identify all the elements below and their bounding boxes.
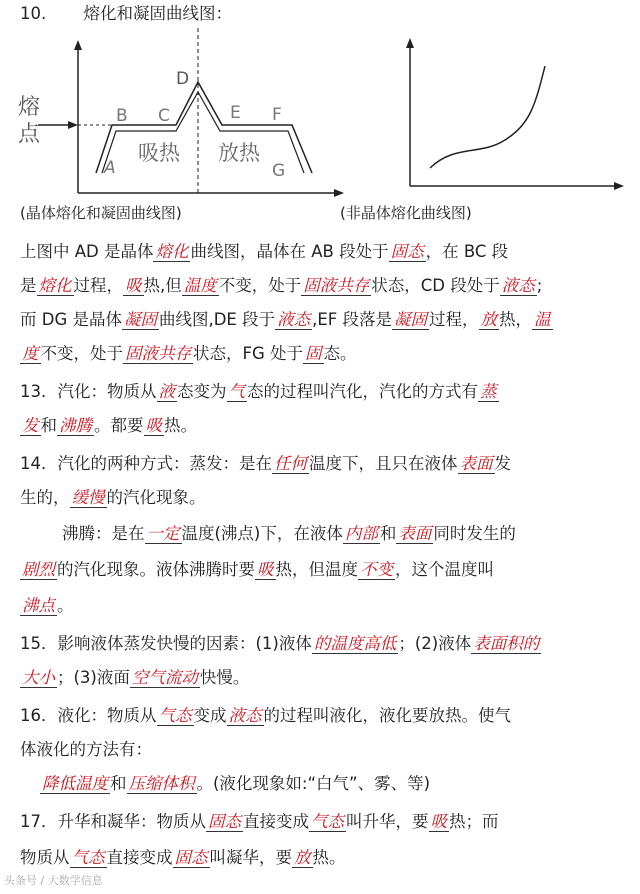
text: 。: [57, 596, 74, 615]
text: 的汽化现象。液体沸腾时要: [57, 560, 255, 579]
answer-blank: 沸点: [22, 596, 55, 615]
q10-line-1: [20, 240, 632, 264]
text: ，这个温度叫: [395, 560, 494, 579]
text: 15．影响液体蒸发快慢的因素：(1)液体: [20, 634, 312, 653]
text: 的过程叫液化，液化要放热。使气: [263, 706, 511, 725]
answer-blank: 压缩体积: [128, 774, 195, 793]
answer-blank: 吸: [125, 276, 142, 295]
answer-blank: 温: [534, 310, 551, 329]
answer-blank: 吸: [430, 812, 447, 831]
text: 热,但: [143, 276, 182, 295]
q10-line-3: [20, 308, 632, 332]
text: ,EF 段落是: [312, 310, 393, 329]
text: 14．汽化的两种方式：蒸发：是在: [20, 454, 272, 473]
text: 直接变成: [243, 812, 309, 831]
q13-line-1: [20, 380, 632, 404]
answer-blank: 熔化: [38, 276, 72, 295]
answer-blank: 一定: [146, 524, 180, 543]
answer-blank: 内部: [344, 524, 378, 543]
answer-blank: 度: [22, 344, 39, 363]
answer-blank: 固液共存: [125, 344, 191, 363]
answer-blank: 表面积的: [473, 634, 540, 653]
answer-blank: 固液共存: [303, 276, 370, 295]
answer-blank: 气态: [311, 812, 344, 831]
answer-blank: 发: [22, 416, 39, 435]
text: 温度下，且只在液体: [309, 454, 458, 473]
text: 快慢。: [199, 668, 250, 687]
answer-blank: 固: [305, 344, 322, 363]
section-title: 熔化和凝固曲线图：: [83, 4, 232, 23]
text: 叫凝华，要: [209, 848, 292, 867]
text: 的汽化现象。: [106, 488, 206, 507]
answer-blank: 放: [480, 310, 498, 329]
q10-line-4: [20, 342, 632, 366]
answer-blank: 气态: [71, 848, 105, 867]
text: 同时发生的: [433, 524, 516, 543]
section-header: [20, 2, 632, 26]
text: 。都要: [94, 416, 144, 435]
answer-blank: 剧烈: [22, 560, 55, 579]
point-g: G: [272, 161, 286, 181]
text: 物质从: [20, 848, 70, 867]
answer-blank: 液态: [501, 276, 535, 295]
text: 而 DG 是晶体: [20, 310, 122, 329]
text: 生的，: [20, 488, 70, 507]
text: ；(3)液面: [57, 668, 130, 687]
answer-blank: 液态: [228, 706, 262, 725]
q14-line-4: [20, 558, 632, 582]
answer-blank: 气态: [158, 706, 192, 725]
q17-line-2: [20, 846, 632, 870]
answer-blank: 大小: [22, 668, 55, 687]
text: 态的过程叫汽化，汽化的方式有: [247, 382, 478, 401]
section-number: 10.: [20, 4, 47, 23]
point-d: D: [176, 69, 190, 89]
text: 热。: [164, 416, 197, 435]
crystal-melting-graph: [16, 28, 346, 198]
text: 17．升华和凝华：物质从: [20, 812, 206, 831]
q15-line-1: [20, 632, 632, 656]
answer-blank: 气: [228, 382, 245, 401]
text: 温度(沸点)下，在液体: [181, 524, 343, 543]
text: 热，: [499, 310, 533, 329]
text: ，在 BC 段: [425, 242, 509, 261]
text: 变成: [193, 706, 227, 725]
answer-blank: 的温度高低: [313, 634, 397, 653]
point-f: F: [272, 105, 282, 125]
melt-point-label-2: 点: [18, 122, 41, 147]
text: 不变，处于: [218, 276, 302, 295]
text: 状态，CD 段处于: [371, 276, 500, 295]
absorb-heat-label: 吸热: [138, 141, 180, 165]
text: 和: [40, 416, 57, 435]
watermark: 头条号 / 大数学信息: [4, 874, 103, 887]
text: ;: [536, 276, 543, 295]
point-b: B: [116, 106, 128, 126]
text: 态变为: [177, 382, 227, 401]
answer-blank: 不变: [360, 560, 393, 579]
answer-blank: 固态: [208, 812, 241, 831]
q17-line-1: [20, 810, 632, 834]
text: 和: [379, 524, 397, 543]
q16-line-1: [20, 704, 632, 728]
text: 和: [110, 774, 127, 793]
text: 沸腾：是在: [62, 524, 145, 543]
text: 不变，处于: [40, 344, 123, 363]
q14-line-2: [20, 486, 632, 510]
text: 上图中 AD 是晶体: [20, 242, 154, 261]
answer-blank: 吸: [145, 416, 162, 435]
answer-blank: 缓慢: [71, 488, 105, 507]
text: 热，但温度: [275, 560, 358, 579]
text: 体液化的方法有：: [20, 740, 152, 759]
point-c: C: [158, 106, 170, 126]
answer-blank: 表面: [459, 454, 493, 473]
text: 曲线图,DE 段于: [158, 310, 276, 329]
text: 13．汽化：物质从: [20, 382, 157, 401]
text: 曲线图，晶体在 AB 段处于: [190, 242, 389, 261]
text: 直接变成: [106, 848, 173, 867]
q10-line-2: [20, 274, 632, 298]
q15-line-2: [20, 666, 632, 690]
point-e: E: [230, 103, 241, 123]
answer-blank: 熔化: [155, 242, 189, 261]
q14-line-3: [62, 522, 632, 546]
crystal-graph-caption: (晶体熔化和凝固曲线图): [20, 204, 182, 222]
answer-blank: 表面: [398, 524, 432, 543]
q13-line-2: [20, 414, 632, 438]
answer-blank: 降低温度: [42, 774, 108, 793]
answer-blank: 液态: [277, 310, 311, 329]
text: 热；而: [449, 812, 499, 831]
text: 态。: [323, 344, 357, 363]
text: 过程，: [73, 276, 123, 295]
point-a: A: [104, 158, 116, 178]
text: 热。: [312, 848, 346, 867]
text: 叫升华，要: [346, 812, 429, 831]
q14-line-5: [20, 594, 632, 618]
answer-blank: 沸腾: [59, 416, 92, 435]
text: 是: [20, 276, 37, 295]
text: ；(2)液体: [398, 634, 472, 653]
answer-blank: 蒸: [480, 382, 497, 401]
release-heat-label: 放热: [218, 141, 260, 165]
answer-blank: 空气流动: [131, 668, 198, 687]
answer-blank: 液: [158, 382, 175, 401]
answer-blank: 任何: [274, 454, 307, 473]
q16-line-3: [40, 772, 632, 796]
text: 状态，FG 处于: [193, 344, 304, 363]
text: 16．液化：物质从: [20, 706, 157, 725]
text: 。(液化现象如:“白气”、雾、等): [196, 774, 431, 793]
q16-line-2: [20, 738, 632, 762]
answer-blank: 吸: [257, 560, 274, 579]
text: 过程，: [429, 310, 479, 329]
text: 发: [494, 454, 511, 473]
answer-blank: 固态: [174, 848, 208, 867]
answer-blank: 凝固: [123, 310, 157, 329]
q14-line-1: [20, 452, 632, 476]
amorphous-graph-caption: (非晶体熔化曲线图): [340, 204, 472, 222]
amorphous-melting-graph: [400, 36, 626, 196]
melt-point-label: 熔: [18, 95, 41, 120]
answer-blank: 温度: [183, 276, 217, 295]
answer-blank: 固态: [390, 242, 424, 261]
answer-blank: 凝固: [394, 310, 428, 329]
answer-blank: 放: [294, 848, 311, 867]
